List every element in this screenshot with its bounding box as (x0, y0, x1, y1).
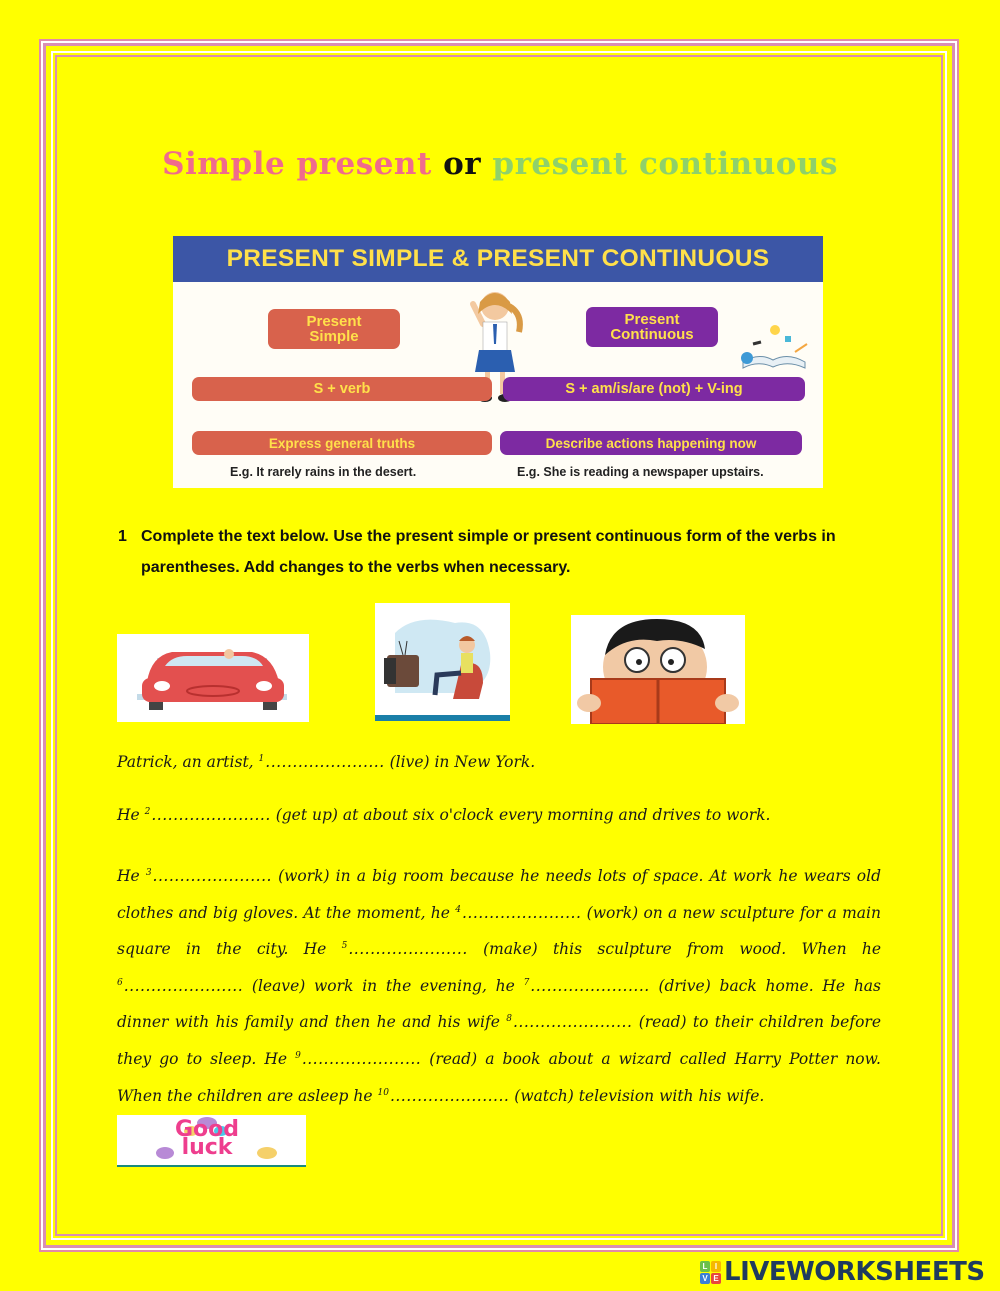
blank-7[interactable]: ...................... (530, 976, 650, 995)
passage-text: (make) this sculpture from wood. When he (467, 940, 881, 959)
man-driving-car-image (117, 634, 309, 722)
passage-text: (drive) back home. He has dinner with his family and then he and his wife (117, 976, 881, 1032)
present-continuous-example: E.g. She is reading a newspaper upstairs. (517, 465, 764, 479)
blank-4[interactable]: ...................... (461, 903, 582, 922)
open-book-ideas-illustration (733, 322, 813, 372)
blank-9[interactable]: ...................... (301, 1049, 422, 1068)
good-luck-image (117, 1115, 306, 1167)
boy-reading-book-image (571, 615, 745, 724)
blank-number-3: 3 (145, 868, 152, 878)
blank-number-9: 9 (295, 1050, 301, 1061)
blank-10[interactable]: ...................... (389, 1086, 510, 1105)
passage-text: (work) in a big room because he needs lots of space. At work he wears old clothes and big gloves. At the moment, he (117, 867, 881, 922)
present-continuous-use: Describe actions happening now (500, 431, 802, 455)
blank-6[interactable]: ...................... (123, 976, 244, 995)
blank-number-8: 8 (506, 1014, 512, 1025)
title-part-simple-present: Simple present (162, 146, 432, 182)
blank-number-2: 2 (144, 807, 151, 817)
passage-text: (live) in New York. (384, 753, 536, 771)
logo-text: LIVEWORKSHEETS (724, 1257, 985, 1287)
present-simple-label (268, 309, 400, 349)
tv-watching-illustration (375, 603, 510, 721)
grammar-chart-image (173, 236, 823, 488)
blank-2[interactable]: ...................... (151, 806, 271, 824)
passage-text: He (117, 806, 145, 824)
logo-block-v: V (700, 1273, 710, 1284)
logo-block-i: I (711, 1261, 721, 1272)
grammar-chart-header: PRESENT SIMPLE & PRESENT CONTINUOUS (173, 236, 823, 282)
passage-line-2 (117, 806, 770, 824)
blank-number-6: 6 (117, 977, 123, 988)
present-continuous-label-line1: Present (624, 311, 680, 328)
passage-text: (read) to their children before they go to sleep. He (117, 1013, 881, 1068)
title-part-present-continuous: present continuous (492, 146, 838, 182)
blank-number-4: 4 (455, 904, 461, 915)
passage-text: (work) on a new sculpture for a main square in the city. He (117, 903, 881, 959)
reading-boy-illustration (571, 615, 745, 724)
present-simple-formula: S + verb (192, 377, 492, 401)
exercise-number: 1 (118, 528, 127, 545)
good-luck-line1: Good (174, 1117, 240, 1142)
passage-line-1 (117, 753, 535, 771)
blank-8[interactable]: ...................... (512, 1013, 633, 1032)
worksheet-title (0, 146, 1000, 182)
present-continuous-label (586, 307, 718, 347)
title-part-or: or (443, 146, 482, 182)
present-simple-use: Express general truths (192, 431, 492, 455)
blank-number-5: 5 (341, 941, 348, 952)
blank-3[interactable]: ...................... (152, 867, 272, 885)
man-watching-tv-image (375, 603, 510, 721)
present-simple-example: E.g. It rarely rains in the desert. (230, 465, 417, 479)
passage-text: He (117, 867, 146, 885)
good-luck-line2: luck (181, 1135, 233, 1160)
passage-text: (read) a book about a wizard called Harry Potter now. When the children are asleep he (117, 1049, 881, 1105)
passage-text: (get up) at about six o'clock every morning and drives to work. (270, 806, 771, 824)
blank-number-7: 7 (523, 977, 530, 988)
passage-text: Patrick, an artist, (117, 753, 259, 771)
passage-text: (watch) television with his wife. (509, 1086, 765, 1105)
present-simple-label-line2: Simple (309, 328, 359, 345)
blank-number-1: 1 (258, 754, 265, 764)
exercise-instructions (118, 521, 878, 583)
live-blocks-icon (700, 1261, 721, 1284)
good-luck-underline (117, 1165, 306, 1167)
good-luck-text (147, 1117, 267, 1160)
present-simple-label-line1: Present (306, 313, 362, 330)
passage-text: (leave) work in the evening, he (243, 976, 524, 995)
exercise-instruction-text: Complete the text below. Use the present simple or present continuous form of the verbs in parentheses. Add changes to the verbs when necessary. (141, 528, 836, 576)
present-continuous-label-line2: Continuous (610, 326, 694, 343)
liveworksheets-logo[interactable] (700, 1257, 985, 1287)
present-continuous-formula: S + am/is/are (not) + V-ing (503, 377, 805, 401)
passage-paragraph (117, 857, 881, 1113)
logo-block-l: L (700, 1261, 710, 1272)
blank-5[interactable]: ...................... (348, 940, 468, 959)
logo-block-e: E (711, 1273, 721, 1284)
blank-1[interactable]: ...................... (265, 753, 385, 771)
blank-number-10: 10 (377, 1087, 389, 1098)
car-illustration (117, 634, 309, 722)
